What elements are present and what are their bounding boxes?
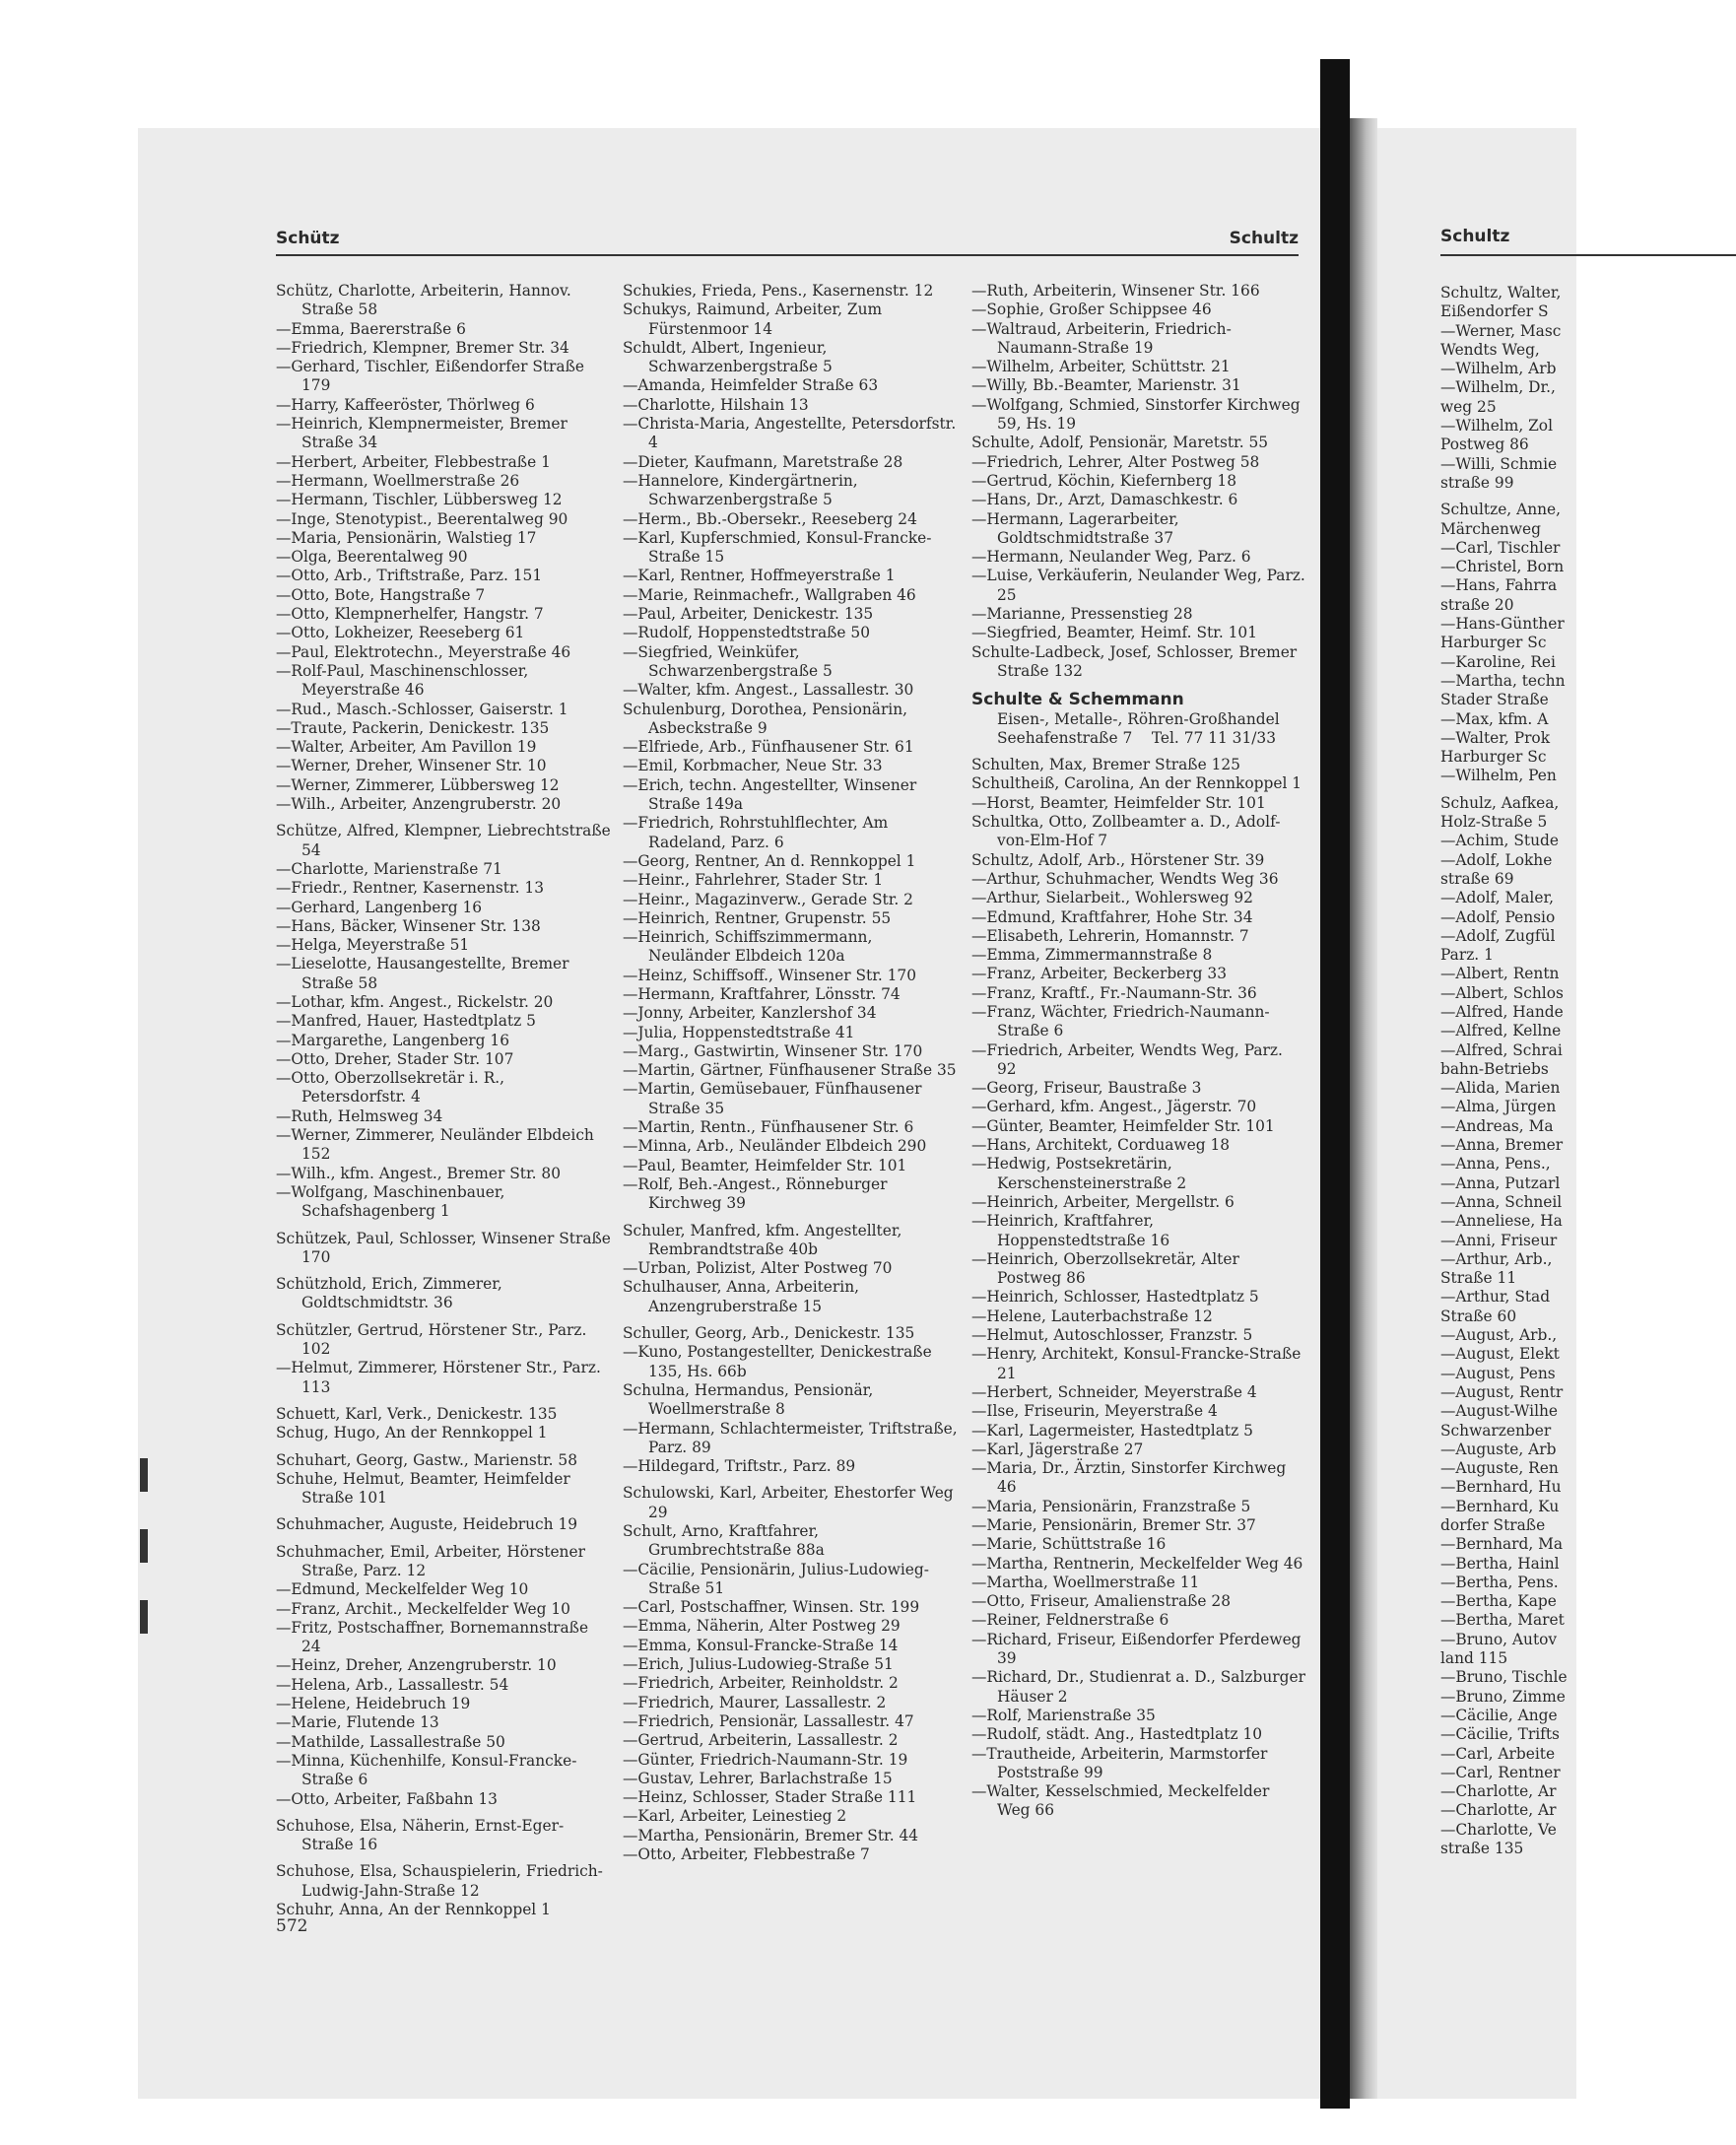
directory-entry: —August-Wilhe <box>1440 1402 1559 1421</box>
directory-entry: —Christa-Maria, Angestellte, Petersdorfstr. 4 <box>623 415 957 452</box>
directory-entry: —Bernhard, Ma <box>1440 1535 1564 1554</box>
directory-entry: —Lieselotte, Hausangestellte, Bremer Straße 58 <box>276 955 569 992</box>
directory-entry: —Marie, Pensionärin, Bremer Str. 37 <box>971 1516 1256 1534</box>
ad-line-2: Seehafenstraße 7 Tel. 77 11 31/33 <box>997 728 1277 747</box>
directory-entry: —Hans, Dr., Arzt, Damaschkestr. 6 <box>971 491 1238 509</box>
directory-entry: —Charlotte, Marienstraße 71 <box>276 859 502 878</box>
right-column <box>1440 284 1736 1858</box>
directory-entry: —Wilh., Arbeiter, Anzengruberstr. 20 <box>276 795 562 814</box>
directory-entry: —Charlotte, Ar <box>1440 1801 1557 1820</box>
directory-entry: —Walter, Arbeiter, Am Pavillon 19 <box>276 738 537 757</box>
directory-entry: —Hermann, Neulander Weg, Parz. 6 <box>971 548 1251 567</box>
directory-entry: —Julia, Hoppenstedtstraße 41 <box>623 1023 855 1041</box>
directory-entry: —Kuno, Postangestellter, Denickestraße 135, Hs. 66b <box>623 1343 932 1380</box>
directory-entry: —Rudolf, städt. Ang., Hastedtplatz 10 <box>971 1725 1263 1744</box>
directory-entry: —August, Elekt <box>1440 1345 1560 1364</box>
directory-entry: —Friedrich, Maurer, Lassallestr. 2 <box>623 1693 887 1711</box>
directory-entry: —Elisabeth, Lehrerin, Homannstr. 7 <box>971 926 1249 945</box>
directory-entry: —Friedrich, Klempner, Bremer Str. 34 <box>276 338 569 357</box>
directory-entry: —Werner, Masc <box>1440 321 1562 340</box>
directory-entry: —Franz, Wächter, Friedrich-Naumann-Straße 6 <box>971 1002 1270 1040</box>
directory-entry: —Helmut, Zimmerer, Hörstener Str., Parz. 113 <box>276 1359 601 1396</box>
directory-entry: —Werner, Zimmerer, Lübbersweg 12 <box>276 775 560 794</box>
directory-entry: —Werner, Dreher, Winsener Str. 10 <box>276 757 547 775</box>
directory-entry: —Bertha, Kape <box>1440 1592 1557 1611</box>
directory-entry: —Gerhard, kfm. Angest., Jägerstr. 70 <box>971 1098 1257 1116</box>
directory-entry: —Heinz, Schiffsoff., Winsener Str. 170 <box>623 966 917 984</box>
directory-entry: —Minna, Arb., Neuländer Elbdeich 290 <box>623 1137 927 1156</box>
directory-entry: —Amanda, Heimfelder Straße 63 <box>623 376 879 395</box>
directory-entry: —Olga, Beerentalweg 90 <box>276 548 468 567</box>
directory-entry: —Adolf, Pensio <box>1440 907 1556 926</box>
directory-entry: —Hans, Bäcker, Winsener Str. 138 <box>276 916 541 935</box>
directory-entry: —Emma, Näherin, Alter Postweg 29 <box>623 1617 901 1636</box>
running-header <box>276 227 1299 256</box>
directory-entry: —Otto, Dreher, Stader Str. 107 <box>276 1049 514 1068</box>
directory-entry: Schuler, Manfred, kfm. Angestellter, Rembrandtstraße 40b <box>623 1221 902 1258</box>
directory-entry: —Franz, Arbeiter, Beckerberg 33 <box>971 965 1227 983</box>
directory-entry: —Charlotte, Ar <box>1440 1782 1557 1801</box>
directory-entry: —Cäcilie, Pensionärin, Julius-Ludowieg-Straße 51 <box>623 1560 929 1597</box>
right-header-word: Schultz <box>1440 227 1510 246</box>
directory-entry: —Heinrich, Oberzollsekretär, Alter Postweg 86 <box>971 1249 1239 1288</box>
directory-entry: Schuller, Georg, Arb., Denickestr. 135 <box>623 1324 915 1343</box>
directory-entry: straße 99 <box>1440 473 1514 492</box>
directory-entry: Straße 60 <box>1440 1307 1517 1325</box>
directory-entry: —Maria, Pensionärin, Walstieg 17 <box>276 528 537 547</box>
directory-entry: —Achim, Stude <box>1440 832 1559 850</box>
directory-entry: —Charlotte, Ve <box>1440 1820 1557 1839</box>
directory-entry: —Heinrich, Schlosser, Hastedtplatz 5 <box>971 1288 1259 1307</box>
directory-entry: —Emma, Zimmermannstraße 8 <box>971 946 1213 965</box>
directory-entry: —Alfred, Schrai <box>1440 1040 1563 1059</box>
directory-entry: —Edmund, Meckelfelder Weg 10 <box>276 1580 529 1599</box>
directory-entry: Schulz, Aafkea, <box>1440 793 1560 812</box>
directory-entry: —Sophie, Großer Schippsee 46 <box>971 301 1212 319</box>
directory-entry: weg 25 <box>1440 397 1497 416</box>
directory-entry: —Hildegard, Triftstr., Parz. 89 <box>623 1457 856 1476</box>
directory-entry: —Martin, Gemüsebauer, Fünfhausener Straße 35 <box>623 1080 922 1117</box>
directory-entry: Schulhauser, Anna, Arbeiterin, Anzengruberstraße 15 <box>623 1278 859 1315</box>
directory-entry: —Anna, Pens., <box>1440 1155 1551 1173</box>
directory-entry: Schulenburg, Dorothea, Pensionärin, Asbeckstraße 9 <box>623 700 908 737</box>
directory-entry: Schug, Hugo, An der Rennkoppel 1 <box>276 1424 548 1442</box>
directory-entry: —Willi, Schmie <box>1440 454 1558 473</box>
directory-entry: Schulte-Ladbeck, Josef, Schlosser, Bremer Straße 132 <box>971 642 1298 680</box>
directory-entry: Eißendorfer S <box>1440 302 1549 321</box>
directory-entry: —Bertha, Hainl <box>1440 1554 1560 1573</box>
directory-entry: —Anni, Friseur <box>1440 1231 1558 1249</box>
directory-entry: —Bernhard, Hu <box>1440 1478 1562 1497</box>
directory-entry: —Helmut, Autoschlosser, Franzstr. 5 <box>971 1326 1253 1345</box>
directory-entry: —Horst, Beamter, Heimfelder Str. 101 <box>971 793 1266 812</box>
directory-entry: —Franz, Archit., Meckelfelder Weg 10 <box>276 1599 570 1618</box>
directory-entry: —Helga, Meyerstraße 51 <box>276 936 470 955</box>
directory-entry: —Otto, Lokheizer, Reeseberg 61 <box>276 624 525 642</box>
directory-entry: —Ilse, Friseurin, Meyerstraße 4 <box>971 1402 1218 1421</box>
directory-entry: —Maria, Pensionärin, Franzstraße 5 <box>971 1497 1251 1515</box>
directory-entry: Schuhmacher, Auguste, Heidebruch 19 <box>276 1515 578 1534</box>
directory-entry: —Maria, Dr., Ärztin, Sinstorfer Kirchweg 46 <box>971 1459 1287 1497</box>
page-gutter-shadow <box>1350 118 1377 2099</box>
directory-entry: —Heinrich, Kraftfahrer, Hoppenstedtstraße 16 <box>971 1212 1170 1249</box>
directory-entry: —Wilhelm, Arbeiter, Schüttstr. 21 <box>971 358 1231 376</box>
directory-entry: —Anna, Putzarl <box>1440 1173 1561 1192</box>
directory-entry: —August, Arb., <box>1440 1326 1558 1345</box>
directory-entry: —Jonny, Arbeiter, Kanzlershof 34 <box>623 1004 877 1023</box>
directory-entry: —Hans, Fahrra <box>1440 576 1558 595</box>
directory-entry: —Rolf, Beh.-Angest., Rönneburger Kirchweg 39 <box>623 1174 888 1213</box>
directory-entry: —Karoline, Rei <box>1440 652 1556 671</box>
directory-entry: —Otto, Friseur, Amalienstraße 28 <box>971 1592 1231 1611</box>
directory-entry: Schuhmacher, Emil, Arbeiter, Hörstener Straße, Parz. 12 <box>276 1542 585 1579</box>
directory-entry: Schuhr, Anna, An der Rennkoppel 1 <box>276 1901 551 1919</box>
directory-entry: —Anna, Schneil <box>1440 1192 1563 1211</box>
directory-entry: —Friedr., Rentner, Kasernenstr. 13 <box>276 879 545 898</box>
directory-entry: —Ruth, Helmsweg 34 <box>276 1106 443 1125</box>
directory-entry: Schützler, Gertrud, Hörstener Str., Parz. 102 <box>276 1320 587 1359</box>
directory-entry: —Gustav, Lehrer, Barlachstraße 15 <box>623 1769 893 1787</box>
directory-entry: —Friedrich, Arbeiter, Reinholdstr. 2 <box>623 1674 899 1693</box>
directory-entry: —Hans, Architekt, Corduaweg 18 <box>971 1136 1231 1155</box>
directory-entry: —Charlotte, Hilshain 13 <box>623 395 809 414</box>
directory-entry: —Bruno, Tischle <box>1440 1668 1568 1687</box>
column-1 <box>276 282 611 1919</box>
directory-entry: —Paul, Arbeiter, Denickestr. 135 <box>623 605 874 624</box>
directory-entry: —Dieter, Kaufmann, Maretstraße 28 <box>623 452 903 471</box>
directory-entry: Schultze, Anne, <box>1440 501 1562 519</box>
directory-entry: Schulten, Max, Bremer Straße 125 <box>971 756 1240 774</box>
directory-entry: —Georg, Rentner, An d. Rennkoppel 1 <box>623 851 916 870</box>
directory-entry: straße 20 <box>1440 595 1514 614</box>
directory-entry: —Hermann, Lagerarbeiter, Goldtschmidtstraße 37 <box>971 509 1179 547</box>
directory-entry: Harburger Sc <box>1440 634 1547 652</box>
directory-entry: Schulna, Hermandus, Pensionär, Woellmerstraße 8 <box>623 1380 874 1419</box>
directory-entry: —Siegfried, Weinküfer, Schwarzenbergstraße 5 <box>623 642 833 680</box>
directory-entry: —Carl, Rentner <box>1440 1763 1561 1781</box>
directory-entry: Stader Straße <box>1440 691 1549 709</box>
directory-entry: —Manfred, Hauer, Hastedtplatz 5 <box>276 1012 536 1031</box>
directory-entry: straße 135 <box>1440 1840 1524 1858</box>
directory-entry: —Christel, Born <box>1440 558 1565 576</box>
directory-entry: —Hermann, Schlachtermeister, Triftstraße, Parz. 89 <box>623 1419 958 1456</box>
directory-entry: —Rolf, Marienstraße 35 <box>971 1706 1156 1724</box>
directory-entry: straße 69 <box>1440 869 1514 888</box>
directory-entry: —Heinrich, Rentner, Grupenstr. 55 <box>623 908 892 927</box>
directory-entry: Schultz, Walter, <box>1440 284 1562 302</box>
directory-entry: —Arthur, Schuhmacher, Wendts Weg 36 <box>971 869 1279 888</box>
directory-entry: —Alfred, Hande <box>1440 1002 1564 1021</box>
edge-marks <box>140 1458 150 1675</box>
directory-entry: —Alida, Marien <box>1440 1079 1561 1098</box>
right-page-fragment <box>1440 227 1576 1858</box>
directory-entry: —Urban, Polizist, Alter Postweg 70 <box>623 1259 893 1278</box>
directory-entry: Schuhose, Elsa, Näherin, Ernst-Eger-Straße 16 <box>276 1816 565 1854</box>
directory-entry: —Wilhelm, Arb <box>1440 360 1557 378</box>
directory-entry: —Hermann, Woellmerstraße 26 <box>276 471 520 490</box>
directory-entry: Schuhe, Helmut, Beamter, Heimfelder Straße 101 <box>276 1469 570 1508</box>
directory-entry: —Friedrich, Arbeiter, Wendts Weg, Parz. 92 <box>971 1040 1283 1078</box>
directory-entry: —Marie, Schüttstraße 16 <box>971 1535 1167 1554</box>
directory-entry: —Waltraud, Arbeiterin, Friedrich-Naumann-Straße 19 <box>971 319 1232 357</box>
directory-entry: —Marie, Reinmachefr., Wallgraben 46 <box>623 585 916 604</box>
directory-entry: Harburger Sc <box>1440 748 1547 767</box>
directory-entry: —Carl, Arbeite <box>1440 1744 1556 1763</box>
directory-entry: —Auguste, Arb <box>1440 1440 1557 1458</box>
directory-entry: —Paul, Beamter, Heimfelder Str. 101 <box>623 1156 907 1174</box>
ad-company-name: Schulte & Schemmann <box>971 690 1184 710</box>
directory-entry: —Heinr., Magazinverw., Gerade Str. 2 <box>623 890 913 908</box>
directory-entry: —Bernhard, Ku <box>1440 1497 1560 1515</box>
directory-entry: —Alma, Jürgen <box>1440 1098 1557 1116</box>
directory-entry: —Otto, Arbeiter, Flebbestraße 7 <box>623 1845 870 1864</box>
directory-entry: —Inge, Stenotypist., Beerentalweg 90 <box>276 509 568 528</box>
directory-entry: —Bruno, Zimme <box>1440 1687 1566 1706</box>
directory-entry: —Werner, Zimmerer, Neuländer Elbdeich 152 <box>276 1126 594 1164</box>
directory-entry: —Wilh., kfm. Angest., Bremer Str. 80 <box>276 1164 562 1182</box>
directory-entry: —Wilhelm, Pen <box>1440 767 1557 785</box>
directory-entry: —Bertha, Maret <box>1440 1611 1565 1630</box>
directory-entry: Schütze, Alfred, Klempner, Liebrechtstraße 54 <box>276 822 611 859</box>
directory-entry: —Walter, Kesselschmied, Meckelfelder Weg 66 <box>971 1782 1270 1820</box>
directory-entry: —Richard, Dr., Studienrat a. D., Salzburger Häuser 2 <box>971 1668 1305 1706</box>
directory-entry: —Emil, Korbmacher, Neue Str. 33 <box>623 757 883 775</box>
directory-entry: Straße 11 <box>1440 1269 1517 1288</box>
directory-entry: —Mathilde, Lassallestraße 50 <box>276 1732 505 1751</box>
ad-line-1: Eisen-, Metalle-, Röhren-Großhandel <box>997 709 1280 728</box>
directory-entry: —Karl, Kupferschmied, Konsul-Francke-Straße 15 <box>623 528 932 567</box>
directory-entry: —Adolf, Maler, <box>1440 889 1555 907</box>
header-right-word: Schultz <box>1229 229 1299 248</box>
directory-entry: —Otto, Bote, Hangstraße 7 <box>276 585 486 604</box>
column-3-top <box>971 282 1306 681</box>
directory-entry: —Martin, Rentn., Fünfhausener Str. 6 <box>623 1118 914 1137</box>
directory-entry: —Martha, Woellmerstraße 11 <box>971 1573 1200 1591</box>
directory-entry: —Marie, Flutende 13 <box>276 1713 439 1732</box>
directory-entry: —Karl, Rentner, Hoffmeyerstraße 1 <box>623 567 896 585</box>
directory-entry: —Wolfgang, Schmied, Sinstorfer Kirchweg 59, Hs. 19 <box>971 395 1301 434</box>
directory-entry: —Carl, Postschaffner, Winsen. Str. 199 <box>623 1598 920 1617</box>
directory-entry: —August, Rentr <box>1440 1382 1564 1401</box>
directory-entry: —Martin, Gärtner, Fünfhausener Straße 35 <box>623 1061 957 1080</box>
directory-entry: —Reiner, Feldnerstraße 6 <box>971 1611 1169 1630</box>
directory-entry: bahn-Betriebs <box>1440 1059 1549 1078</box>
directory-entry: —Carl, Tischler <box>1440 538 1561 557</box>
directory-entry: —Siegfried, Beamter, Heimf. Str. 101 <box>971 624 1257 642</box>
directory-entry: —Hedwig, Postsekretärin, Kerschensteinerstraße 2 <box>971 1155 1187 1192</box>
directory-entry: —Helena, Arb., Lassallestr. 54 <box>276 1675 509 1694</box>
directory-entry: —Gerhard, Langenberg 16 <box>276 898 483 916</box>
directory-entry: —Adolf, Lokhe <box>1440 850 1553 869</box>
directory-entry: —Karl, Lagermeister, Hastedtplatz 5 <box>971 1421 1253 1440</box>
directory-entry: —Gerhard, Tischler, Eißendorfer Straße 179 <box>276 358 584 395</box>
directory-entry: —Helene, Lauterbachstraße 12 <box>971 1307 1213 1325</box>
directory-entry: —Richard, Friseur, Eißendorfer Pferdeweg 39 <box>971 1630 1302 1668</box>
directory-entry: —Elfriede, Arb., Fünfhausener Str. 61 <box>623 738 914 757</box>
directory-entry: —Anna, Bremer <box>1440 1136 1564 1155</box>
directory-entry: —Walter, Prok <box>1440 728 1551 747</box>
directory-entry: —Wilhelm, Zol <box>1440 417 1553 436</box>
column-3-bottom <box>971 756 1306 1821</box>
directory-entry: Postweg 86 <box>1440 436 1529 454</box>
directory-entry: —Heinrich, Klempnermeister, Bremer Straße 34 <box>276 415 568 452</box>
directory-entry: —Günter, Beamter, Heimfelder Str. 101 <box>971 1116 1275 1135</box>
directory-entry: —Andreas, Ma <box>1440 1116 1554 1135</box>
directory-entry: —Lothar, kfm. Angest., Rickelstr. 20 <box>276 992 554 1011</box>
directory-entry: —Marg., Gastwirtin, Winsener Str. 170 <box>623 1041 923 1060</box>
directory-entry: —Rud., Masch.-Schlosser, Gaiserstr. 1 <box>276 700 568 718</box>
directory-entry: —Henry, Architekt, Konsul-Francke-Straße 21 <box>971 1345 1302 1382</box>
directory-entry: —Trautheide, Arbeiterin, Marmstorfer Poststraße 99 <box>971 1744 1268 1781</box>
directory-entry: —Bertha, Pens. <box>1440 1573 1559 1591</box>
directory-entry: —Harry, Kaffeeröster, Thörlweg 6 <box>276 395 535 414</box>
directory-entry: Parz. 1 <box>1440 946 1494 965</box>
directory-entry: —Fritz, Postschaffner, Bornemannstraße 24 <box>276 1618 589 1656</box>
directory-entry: —Karl, Arbeiter, Leinestieg 2 <box>623 1807 847 1826</box>
directory-entry: —Cäcilie, Trifts <box>1440 1725 1560 1744</box>
directory-entry: —Otto, Arbeiter, Faßbahn 13 <box>276 1789 498 1808</box>
directory-entry: Schuett, Karl, Verk., Denickestr. 135 <box>276 1404 558 1423</box>
directory-entry: Schultz, Adolf, Arb., Hörstener Str. 39 <box>971 850 1265 869</box>
directory-entry: —Wilhelm, Dr., <box>1440 378 1556 397</box>
directory-entry: land 115 <box>1440 1649 1508 1668</box>
advertisement-block <box>971 691 1306 748</box>
directory-entry: —Edmund, Kraftfahrer, Hohe Str. 34 <box>971 907 1253 926</box>
directory-entry: Schukys, Raimund, Arbeiter, Zum Fürstenmoor 14 <box>623 301 883 338</box>
directory-entry: —Martha, Rentnerin, Meckelfelder Weg 46 <box>971 1554 1303 1573</box>
directory-entry: —Karl, Jägerstraße 27 <box>971 1440 1144 1458</box>
directory-entry: Schulowski, Karl, Arbeiter, Ehestorfer Weg 29 <box>623 1484 954 1521</box>
directory-entry: —Herbert, Schneider, Meyerstraße 4 <box>971 1382 1257 1401</box>
directory-entry: —Gertrud, Köchin, Kiefernberg 18 <box>971 471 1236 490</box>
directory-entry: —Georg, Friseur, Baustraße 3 <box>971 1079 1202 1098</box>
directory-entry: Holz-Straße 5 <box>1440 813 1548 832</box>
directory-entry: —Ruth, Arbeiterin, Winsener Str. 166 <box>971 282 1260 300</box>
directory-entry: —Hermann, Tischler, Lübbersweg 12 <box>276 491 563 509</box>
directory-entry: —Günter, Friedrich-Naumann-Str. 19 <box>623 1750 908 1769</box>
directory-entry: —Arthur, Sielarbeit., Wohlersweg 92 <box>971 889 1253 907</box>
directory-entry: —Helene, Heidebruch 19 <box>276 1695 471 1713</box>
directory-entry: —Heinr., Fahrlehrer, Stader Str. 1 <box>623 871 884 890</box>
column-3 <box>971 282 1306 1821</box>
directory-entry: —Herm., Bb.-Obersekr., Reeseberg 24 <box>623 509 917 528</box>
directory-entry: —Erich, Julius-Ludowieg-Straße 51 <box>623 1655 894 1674</box>
directory-entry: —Traute, Packerin, Denickestr. 135 <box>276 718 550 737</box>
directory-entry: Schultka, Otto, Zollbeamter a. D., Adolf-von-Elm-Hof 7 <box>971 813 1281 850</box>
page-number: 572 <box>276 1916 308 1936</box>
directory-entry: Wendts Weg, <box>1440 340 1540 359</box>
directory-entry: Schwarzenber <box>1440 1421 1552 1440</box>
directory-entry: Schütz, Charlotte, Arbeiterin, Hannov. Straße 58 <box>276 282 571 319</box>
directory-entry: —Rudolf, Hoppenstedtstraße 50 <box>623 624 870 642</box>
directory-entry: —Alfred, Kellne <box>1440 1022 1562 1040</box>
directory-entry: —Emma, Konsul-Francke-Straße 14 <box>623 1636 899 1654</box>
directory-entry: Schützek, Paul, Schlosser, Winsener Straße 170 <box>276 1229 611 1266</box>
directory-entry: —Emma, Baererstraße 6 <box>276 319 466 338</box>
directory-entry: —Heinrich, Schiffszimmermann, Neuländer Elbdeich 120a <box>623 928 873 966</box>
directory-entry: —Martha, Pensionärin, Bremer Str. 44 <box>623 1826 919 1844</box>
directory-entry: —Hannelore, Kindergärtnerin, Schwarzenbergstraße 5 <box>623 471 858 509</box>
directory-entry: —Martha, techn <box>1440 671 1566 690</box>
directory-entry: Schulte, Adolf, Pensionär, Maretstr. 55 <box>971 434 1269 452</box>
directory-entry: Schuldt, Albert, Ingenieur, Schwarzenbergstraße 5 <box>623 338 833 376</box>
directory-entry: —Anneliese, Ha <box>1440 1212 1563 1231</box>
directory-entry: —Minna, Küchenhilfe, Konsul-Francke-Straße 6 <box>276 1751 577 1789</box>
column-2 <box>623 282 958 1864</box>
directory-entry: —Friedrich, Lehrer, Alter Postweg 58 <box>971 452 1260 471</box>
directory-entry: —Wolfgang, Maschinenbauer, Schafshagenberg 1 <box>276 1182 505 1221</box>
directory-entry: —Friedrich, Pensionär, Lassallestr. 47 <box>623 1711 914 1730</box>
directory-entry: —Herbert, Arbeiter, Flebbestraße 1 <box>276 452 551 471</box>
directory-entry: —Arthur, Arb., <box>1440 1249 1553 1268</box>
directory-entry: —Rolf-Paul, Maschinenschlosser, Meyerstraße 46 <box>276 661 529 700</box>
directory-entry: —Heinz, Schlosser, Stader Straße 111 <box>623 1788 917 1807</box>
directory-entry: —Otto, Klempnerhelfer, Hangstr. 7 <box>276 605 544 624</box>
directory-entry: —Franz, Kraftf., Fr.-Naumann-Str. 36 <box>971 983 1257 1002</box>
directory-entry: —Otto, Oberzollsekretär i. R., Petersdorfstr. 4 <box>276 1069 505 1106</box>
directory-entry: Schult, Arno, Kraftfahrer, Grumbrechtstraße 88a <box>623 1522 825 1560</box>
directory-entry: —Hermann, Kraftfahrer, Lönsstr. 74 <box>623 984 901 1003</box>
directory-entry: dorfer Straße <box>1440 1516 1546 1534</box>
directory-entry: Schuhose, Elsa, Schauspielerin, Friedrich-Ludwig-Jahn-Straße 12 <box>276 1862 603 1900</box>
header-left-word: Schütz <box>276 229 340 248</box>
directory-entry: Schützhold, Erich, Zimmerer, Goldtschmidtstr. 36 <box>276 1275 502 1312</box>
directory-entry: —Albert, Schlos <box>1440 983 1564 1002</box>
right-running-header <box>1440 227 1736 256</box>
directory-entry: —Marianne, Pressenstieg 28 <box>971 605 1193 624</box>
directory-entry: —Gertrud, Arbeiterin, Lassallestr. 2 <box>623 1731 899 1750</box>
directory-entry: —Margarethe, Langenberg 16 <box>276 1031 509 1049</box>
directory-entry: —Arthur, Stad <box>1440 1288 1551 1307</box>
directory-entry: —Auguste, Ren <box>1440 1459 1559 1478</box>
directory-entry: —Otto, Arb., Triftstraße, Parz. 151 <box>276 567 543 585</box>
directory-entry: —August, Pens <box>1440 1364 1556 1382</box>
directory-entry: —Walter, kfm. Angest., Lassallestr. 30 <box>623 681 914 700</box>
directory-entry: Märchenweg <box>1440 519 1541 538</box>
directory-entry: —Bruno, Autov <box>1440 1630 1558 1648</box>
directory-entry: —Max, kfm. A <box>1440 709 1549 728</box>
directory-entry: —Heinz, Dreher, Anzengruberstr. 10 <box>276 1656 557 1675</box>
directory-entry: Schultheiß, Carolina, An der Rennkoppel 1 <box>971 774 1302 793</box>
directory-entry: —Willy, Bb.-Beamter, Marienstr. 31 <box>971 376 1241 395</box>
directory-entry: —Erich, techn. Angestellter, Winsener Straße 149a <box>623 775 917 814</box>
directory-entry: Schukies, Frieda, Pens., Kasernenstr. 12 <box>623 282 934 300</box>
directory-entry: Schuhart, Georg, Gastw., Marienstr. 58 <box>276 1450 577 1469</box>
directory-entry: —Paul, Elektrotechn., Meyerstraße 46 <box>276 642 571 661</box>
directory-entry: —Cäcilie, Ange <box>1440 1706 1558 1724</box>
directory-entry: —Albert, Rentn <box>1440 965 1560 983</box>
directory-entry: —Hans-Günther <box>1440 615 1565 634</box>
directory-entry: —Adolf, Zugfül <box>1440 926 1556 945</box>
directory-entry: —Luise, Verkäuferin, Neulander Weg, Parz. 25 <box>971 567 1305 604</box>
book-spine <box>1320 59 1350 2109</box>
directory-entry: —Heinrich, Arbeiter, Mergellstr. 6 <box>971 1192 1235 1211</box>
directory-entry: —Friedrich, Rohrstuhlflechter, Am Radeland, Parz. 6 <box>623 814 889 851</box>
